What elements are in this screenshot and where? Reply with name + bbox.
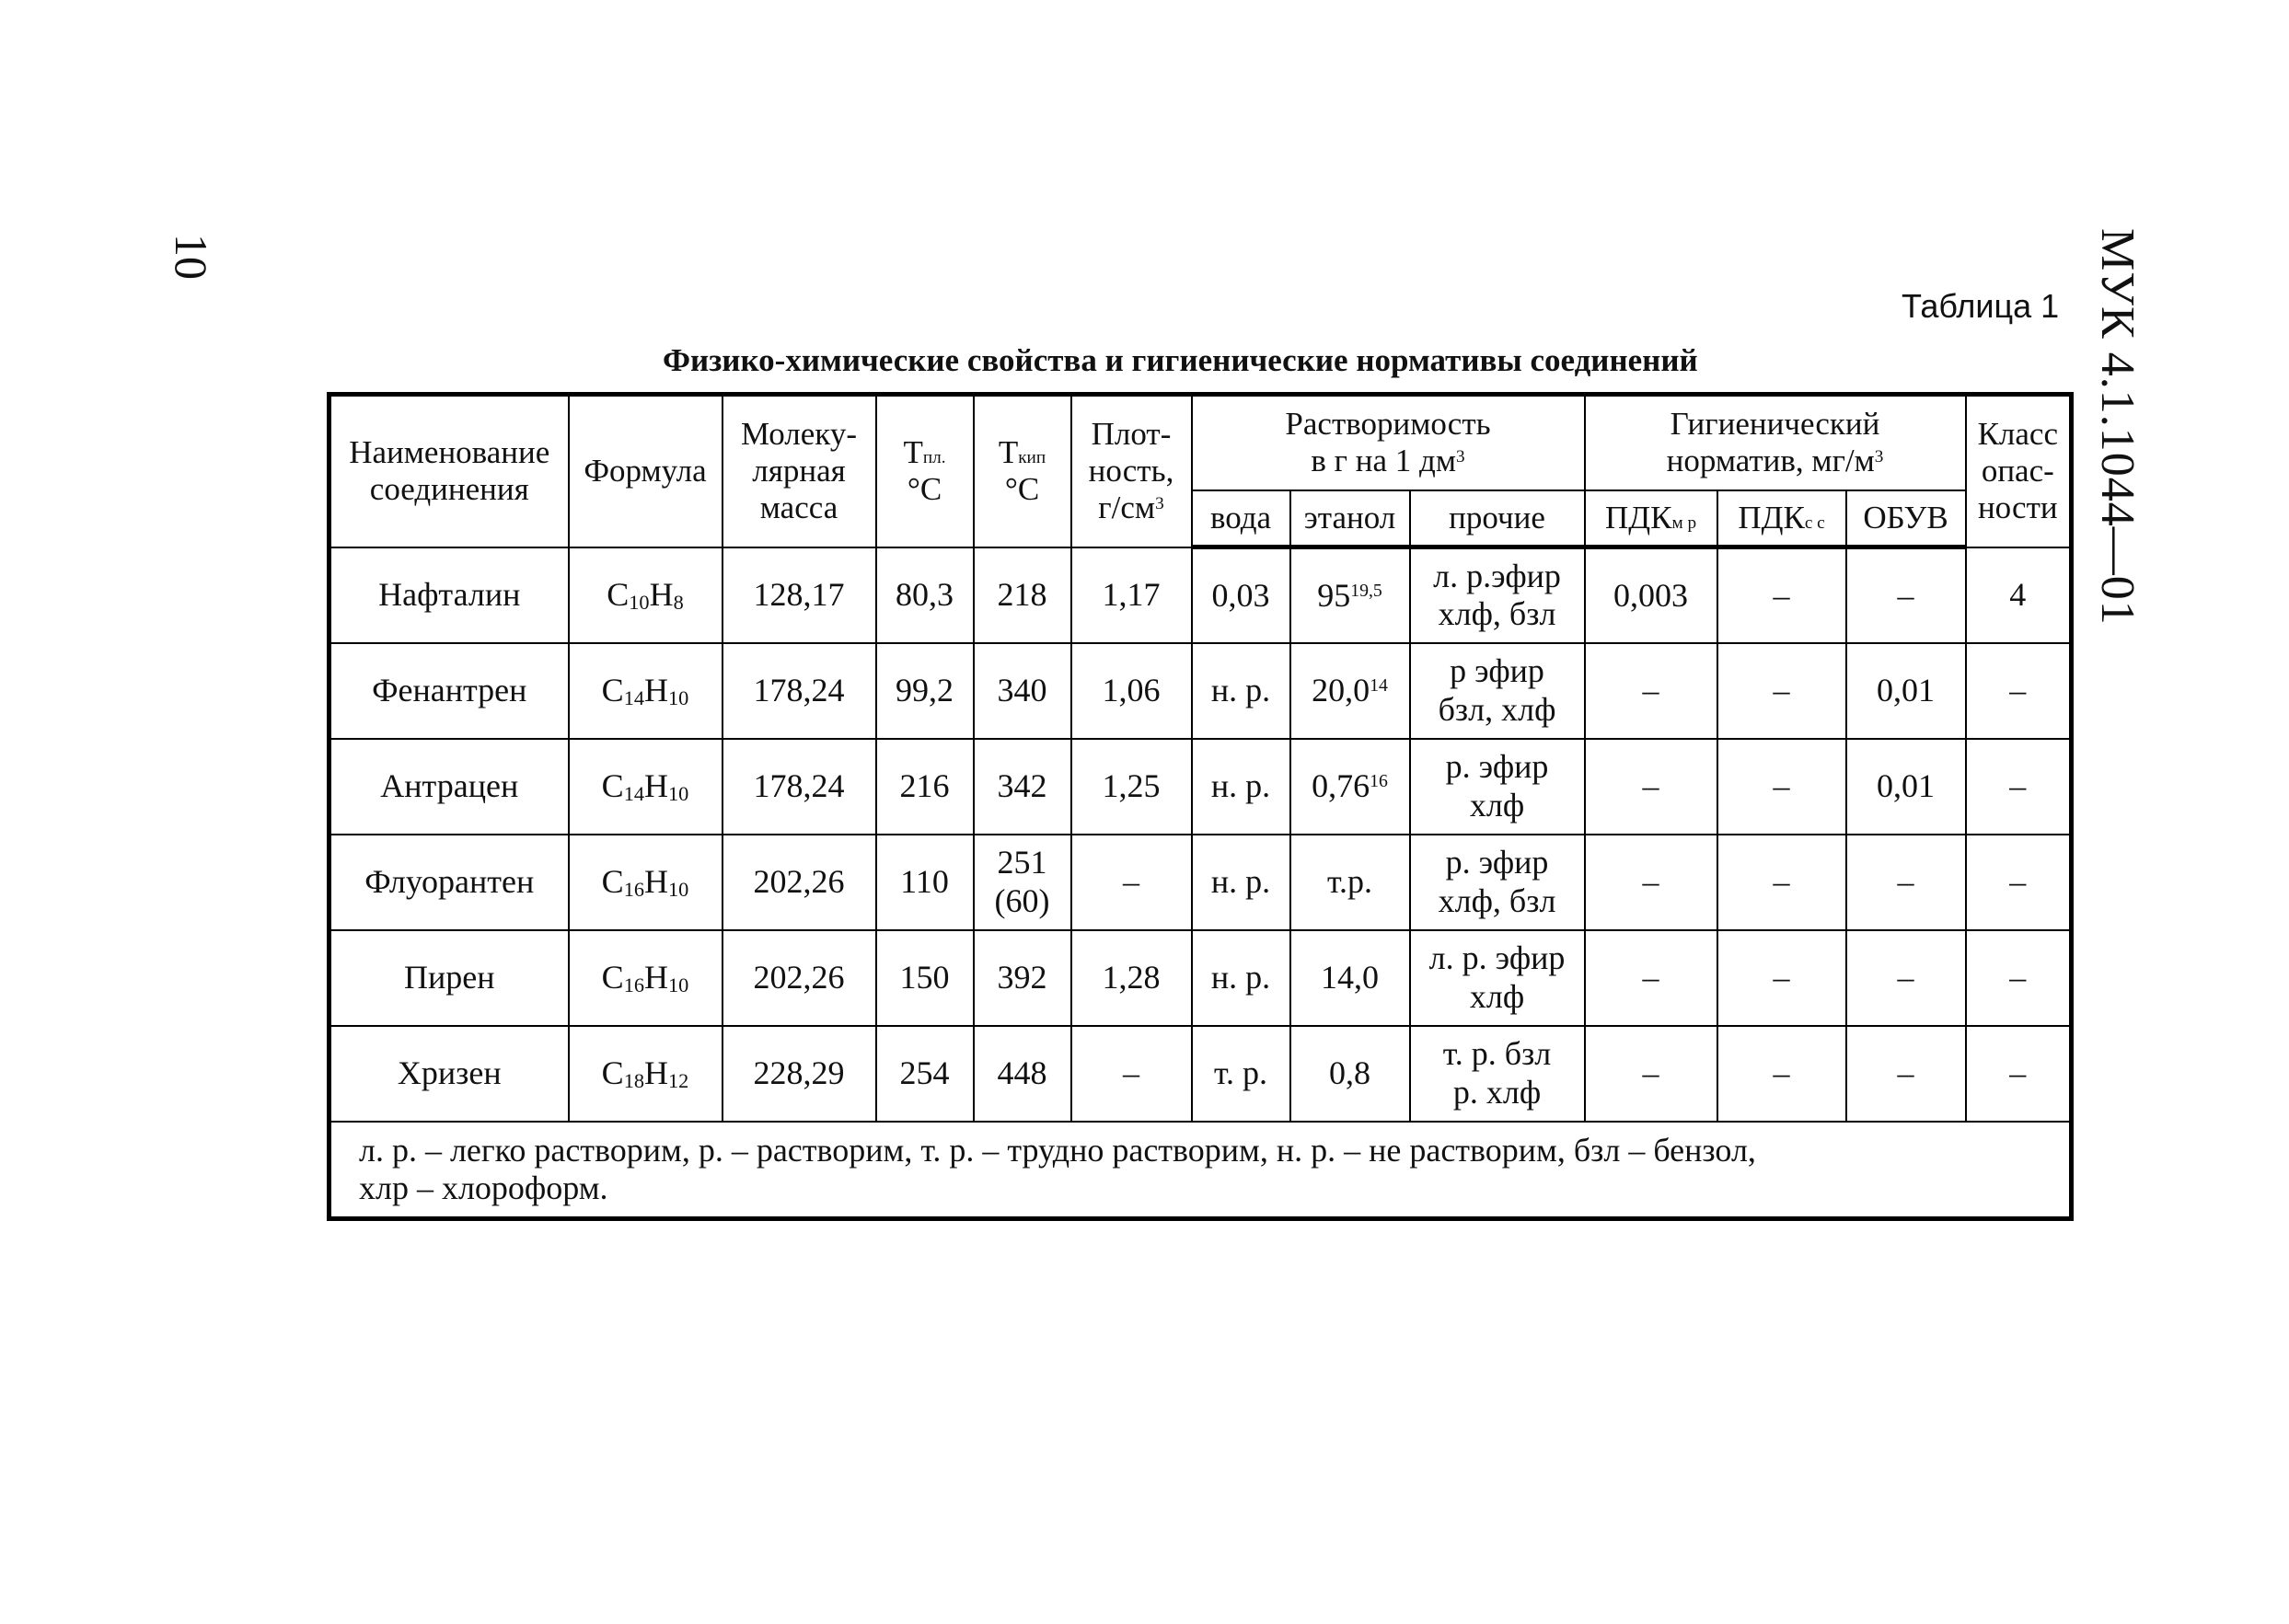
header-other: прочие bbox=[1410, 490, 1585, 547]
boiling-point: 392 bbox=[974, 930, 1071, 1026]
footnote bbox=[329, 1122, 2072, 1219]
header-tpl-t: Т bbox=[903, 434, 923, 470]
formula: C18H12 bbox=[569, 1026, 723, 1122]
pdk-mr-value: – bbox=[1585, 643, 1717, 739]
header-solubility bbox=[1192, 395, 1585, 490]
density: 1,17 bbox=[1071, 547, 1192, 643]
solubility-other: р. эфир хлф, бзл bbox=[1410, 835, 1585, 930]
density: – bbox=[1071, 835, 1192, 930]
header-molmass bbox=[723, 395, 876, 547]
hazard-class-value: – bbox=[1966, 643, 2072, 739]
compound-name: Флуорантен bbox=[329, 835, 569, 930]
molar-mass: 178,24 bbox=[723, 739, 876, 835]
header-density bbox=[1071, 395, 1192, 547]
pdk-ss-value: – bbox=[1717, 1026, 1846, 1122]
hazard-class-value: – bbox=[1966, 930, 2072, 1026]
solubility-ethanol: 14,0 bbox=[1290, 930, 1410, 1026]
compound-name: Хризен bbox=[329, 1026, 569, 1122]
density: 1,28 bbox=[1071, 930, 1192, 1026]
table-row bbox=[329, 739, 2072, 835]
solubility-water: н. р. bbox=[1192, 835, 1290, 930]
solubility-water: 0,03 bbox=[1192, 547, 1290, 643]
table-row bbox=[329, 930, 2072, 1026]
melting-point: 150 bbox=[876, 930, 974, 1026]
molar-mass: 202,26 bbox=[723, 835, 876, 930]
solubility-other: р. эфир хлф bbox=[1410, 739, 1585, 835]
molar-mass: 202,26 bbox=[723, 930, 876, 1026]
obuv-value: – bbox=[1846, 1026, 1966, 1122]
pdk-ss-value: – bbox=[1717, 835, 1846, 930]
obuv-value: – bbox=[1846, 930, 1966, 1026]
header-name-line1: Наименование bbox=[349, 434, 550, 470]
pdk-ss-value: – bbox=[1717, 643, 1846, 739]
header-obuv: ОБУВ bbox=[1846, 490, 1966, 547]
solubility-water: н. р. bbox=[1192, 930, 1290, 1026]
header-class-line1: Класс bbox=[1977, 415, 2058, 452]
density: 1,06 bbox=[1071, 643, 1192, 739]
header-tkip-unit: °С bbox=[1004, 471, 1040, 508]
boiling-point: 448 bbox=[974, 1026, 1071, 1122]
table-row bbox=[329, 643, 2072, 739]
header-hazard-class bbox=[1966, 395, 2072, 547]
hazard-class-value: 4 bbox=[1966, 547, 2072, 643]
header-tpl bbox=[876, 395, 974, 547]
molar-mass: 228,29 bbox=[723, 1026, 876, 1122]
pdk-mr-value: – bbox=[1585, 930, 1717, 1026]
header-tpl-unit: °С bbox=[907, 471, 942, 508]
pdk-mr-value: – bbox=[1585, 835, 1717, 930]
solubility-water: н. р. bbox=[1192, 643, 1290, 739]
melting-point: 99,2 bbox=[876, 643, 974, 739]
formula: C16H10 bbox=[569, 930, 723, 1026]
footnote-line1: л. р. – легко растворим, р. – растворим, т. р. – трудно растворим, н. р. – не растворим, бзл – бензол, bbox=[359, 1131, 1756, 1169]
header-solubility-line2: в г на 1 дм bbox=[1311, 443, 1456, 479]
obuv-value: 0,01 bbox=[1846, 643, 1966, 739]
header-tkip bbox=[974, 395, 1071, 547]
melting-point: 254 bbox=[876, 1026, 974, 1122]
header-molmass-line2: лярная bbox=[752, 453, 846, 490]
solubility-other: т. р. бзл р. хлф bbox=[1410, 1026, 1585, 1122]
header-hygiene-sup: 3 bbox=[1874, 446, 1884, 466]
pdk-mr-value: 0,003 bbox=[1585, 547, 1717, 643]
table-caption: Физико-химические свойства и гигиенические нормативы соединений bbox=[663, 342, 1698, 378]
solubility-water: н. р. bbox=[1192, 739, 1290, 835]
header-tkip-sub: кип bbox=[1018, 448, 1046, 467]
table-row bbox=[329, 1026, 2072, 1122]
header-class-line3: ности bbox=[1977, 490, 2058, 526]
molar-mass: 178,24 bbox=[723, 643, 876, 739]
header-density-unit: г/см bbox=[1098, 490, 1156, 526]
density: 1,25 bbox=[1071, 739, 1192, 835]
solubility-other: л. р. эфир хлф bbox=[1410, 930, 1585, 1026]
solubility-other: р эфир бзл, хлф bbox=[1410, 643, 1585, 739]
obuv-value: – bbox=[1846, 547, 1966, 643]
compound-name: Антрацен bbox=[329, 739, 569, 835]
header-solubility-sup: 3 bbox=[1456, 446, 1465, 466]
solubility-ethanol: 95$^{19,5}$ bbox=[1290, 547, 1410, 643]
header-molmass-line3: масса bbox=[759, 490, 838, 526]
hazard-class-value: – bbox=[1966, 739, 2072, 835]
header-density-line2: ность, bbox=[1088, 453, 1174, 490]
solubility-ethanol: 0,8 bbox=[1290, 1026, 1410, 1122]
header-ethanol: этанол bbox=[1290, 490, 1410, 547]
melting-point: 80,3 bbox=[876, 547, 974, 643]
formula: C14H10 bbox=[569, 739, 723, 835]
compound-name: Фенантрен bbox=[329, 643, 569, 739]
header-density-line1: Плот- bbox=[1091, 415, 1172, 452]
header-name-line2: соединения bbox=[369, 471, 529, 508]
formula: C10H8 bbox=[569, 547, 723, 643]
header-pdk-mr: ПДКм р bbox=[1585, 490, 1717, 547]
header-tkip-t: Т bbox=[998, 434, 1019, 470]
pdk-mr-value: – bbox=[1585, 739, 1717, 835]
header-formula: Формула bbox=[569, 395, 723, 547]
pdk-ss-value: – bbox=[1717, 930, 1846, 1026]
header-hygiene bbox=[1585, 395, 1966, 490]
header-molmass-line1: Молеку- bbox=[741, 415, 857, 452]
boiling-point: 251 (60) bbox=[974, 835, 1071, 930]
header-hygiene-line2: норматив, мг/м bbox=[1666, 443, 1875, 479]
boiling-point: 340 bbox=[974, 643, 1071, 739]
solubility-water: т. р. bbox=[1192, 1026, 1290, 1122]
header-name bbox=[329, 395, 569, 547]
compound-name: Нафталин bbox=[329, 547, 569, 643]
molar-mass: 128,17 bbox=[723, 547, 876, 643]
properties-table bbox=[327, 392, 2074, 1221]
solubility-other: л. р.эфир хлф, бзл bbox=[1410, 547, 1585, 643]
header-solubility-line1: Растворимость bbox=[1285, 406, 1491, 442]
table-row bbox=[329, 547, 2072, 643]
document-code: МУК 4.1.1044—01 bbox=[2091, 228, 2144, 626]
density: – bbox=[1071, 1026, 1192, 1122]
pdk-mr-value: – bbox=[1585, 1026, 1717, 1122]
obuv-value: 0,01 bbox=[1846, 739, 1966, 835]
melting-point: 216 bbox=[876, 739, 974, 835]
formula: C14H10 bbox=[569, 643, 723, 739]
hazard-class-value: – bbox=[1966, 1026, 2072, 1122]
header-density-sup: 3 bbox=[1155, 493, 1164, 513]
solubility-ethanol: 0,76$^{16}$ bbox=[1290, 739, 1410, 835]
pdk-ss-value: – bbox=[1717, 547, 1846, 643]
pdk-ss-value: – bbox=[1717, 739, 1846, 835]
obuv-value: – bbox=[1846, 835, 1966, 930]
header-tpl-sub: пл. bbox=[922, 448, 946, 467]
boiling-point: 342 bbox=[974, 739, 1071, 835]
boiling-point: 218 bbox=[974, 547, 1071, 643]
table-row bbox=[329, 835, 2072, 930]
solubility-ethanol: т.р. bbox=[1290, 835, 1410, 930]
page-number: 10 bbox=[166, 234, 217, 280]
table-label: Таблица 1 bbox=[1902, 287, 2060, 325]
header-pdk-ss: ПДКс с bbox=[1717, 490, 1846, 547]
compound-name: Пирен bbox=[329, 930, 569, 1026]
solubility-ethanol: 20,0$^{14}$ bbox=[1290, 643, 1410, 739]
melting-point: 110 bbox=[876, 835, 974, 930]
header-water: вода bbox=[1192, 490, 1290, 547]
footnote-line2: хлр – хлороформ. bbox=[359, 1169, 608, 1206]
formula: C16H10 bbox=[569, 835, 723, 930]
header-hygiene-line1: Гигиенический bbox=[1670, 406, 1880, 442]
header-class-line2: опас- bbox=[1981, 453, 2054, 490]
hazard-class-value: – bbox=[1966, 835, 2072, 930]
